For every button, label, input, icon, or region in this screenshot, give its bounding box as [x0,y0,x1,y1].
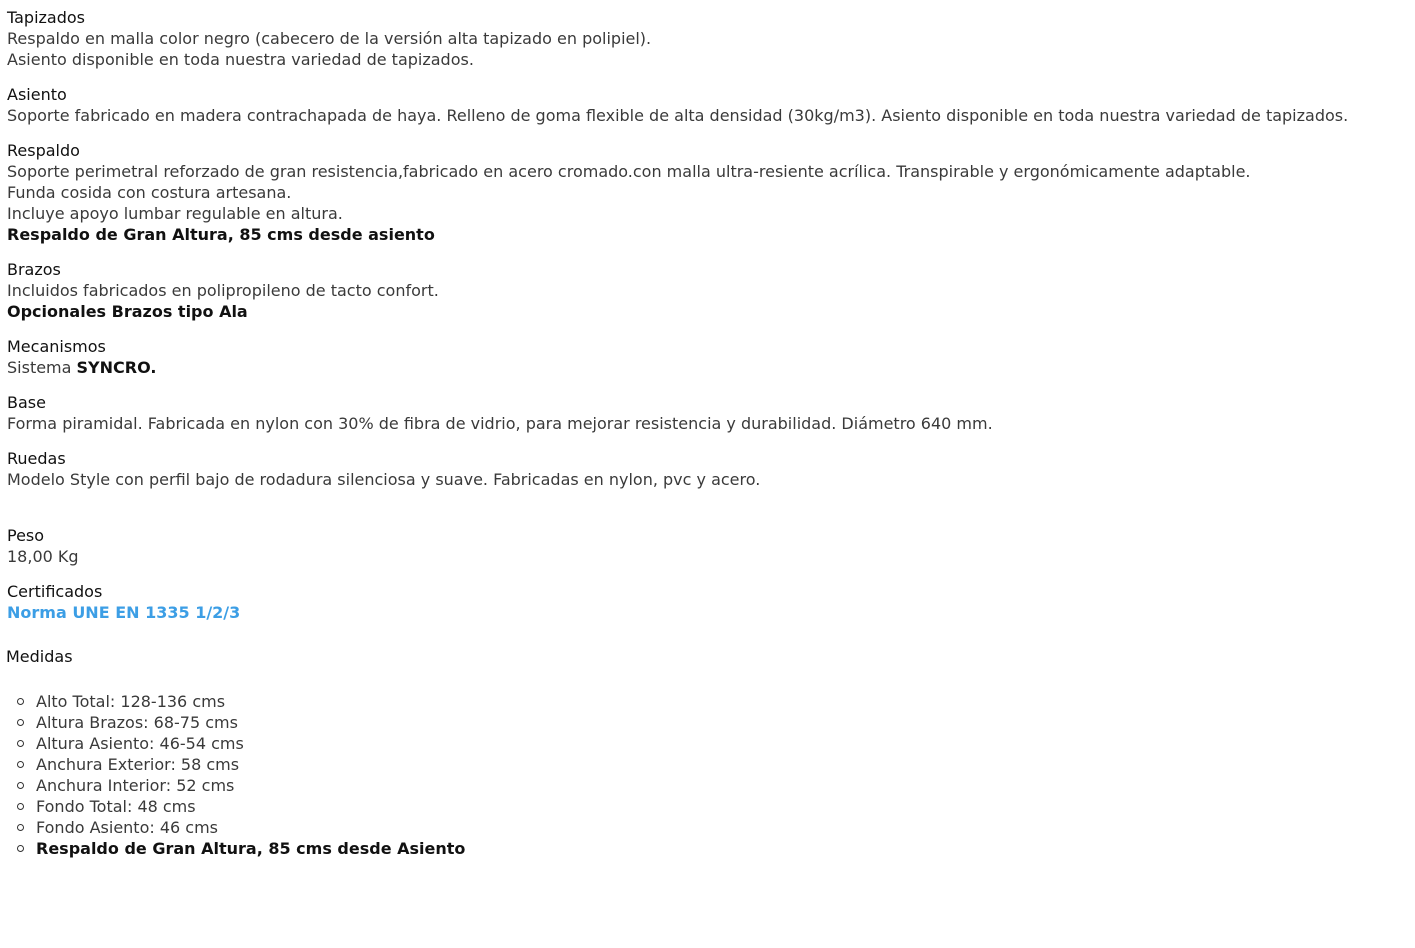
section-text: Asiento disponible en toda nuestra variedad de tapizados. [7,50,474,69]
list-item: Fondo Total: 48 cms [36,796,465,817]
section-peso [7,525,1407,567]
section-text: Respaldo en malla color negro (cabecero de la versión alta tapizado en polipiel). [7,29,652,48]
medidas-title: Medidas [6,647,73,666]
list-item: Altura Asiento: 46-54 cms [36,733,465,754]
section-title: Certificados [7,582,103,601]
section-certificados [7,581,1407,623]
section-text: Soporte fabricado en madera contrachapada de haya. Relleno de goma flexible de alta densidad (30kg/m3). Asiento disponible en toda nuestra variedad de tapizados. [7,106,1349,125]
section-text: Forma piramidal. Fabricada en nylon con 30% de fibra de vidrio, para mejorar resistencia y durabilidad. Diámetro 640 mm. [7,414,993,433]
section-title: Ruedas [7,449,66,468]
section-text: Funda cosida con costura artesana. [7,183,292,202]
product-specs [6,7,1407,858]
section-title: Peso [7,526,45,545]
section-title: Base [7,393,46,412]
section-asiento [7,84,1407,126]
section-respaldo [7,140,1407,245]
section-brazos [7,259,1407,322]
section-highlight: Respaldo de Gran Altura, 85 cms desde asiento [7,225,435,244]
section-text [7,357,1407,378]
section-title: Mecanismos [7,337,106,356]
list-item: Altura Brazos: 68-75 cms [36,712,465,733]
section-title: Brazos [7,260,61,279]
list-item: Respaldo de Gran Altura, 85 cms desde Asiento [36,839,466,858]
measures-list [7,691,465,859]
section-base [7,392,1407,434]
section-title: Tapizados [7,8,86,27]
mecanismo-system: SYNCRO. [76,358,157,377]
weight-value: 18,00 Kg [7,547,79,566]
section-text: Modelo Style con perfil bajo de rodadura silenciosa y suave. Fabricadas en nylon, pvc y acero. [7,470,761,489]
section-title: Respaldo [7,141,80,160]
section-text: Incluye apoyo lumbar regulable en altura. [7,204,343,223]
section-text: Soporte perimetral reforzado de gran resistencia,fabricado en acero cromado.con malla ultra-resiente acrílica. Transpirable y ergonómicamente adaptable. [7,162,1251,181]
section-mecanismos [7,336,1407,378]
section-title: Asiento [7,85,67,104]
section-highlight: Opcionales Brazos tipo Ala [7,302,248,321]
section-text: Incluidos fabricados en polipropileno de tacto confort. [7,281,439,300]
list-item: Anchura Interior: 52 cms [36,775,465,796]
list-item: Fondo Asiento: 46 cms [36,817,465,838]
mecanismo-prefix: Sistema [7,358,77,377]
certificate-link[interactable]: Norma UNE EN 1335 1/2/3 [7,603,241,622]
section-tapizados [7,7,1407,70]
list-item: Anchura Exterior: 58 cms [36,754,465,775]
section-ruedas [7,448,1407,490]
list-item: Alto Total: 128-136 cms [36,691,465,712]
